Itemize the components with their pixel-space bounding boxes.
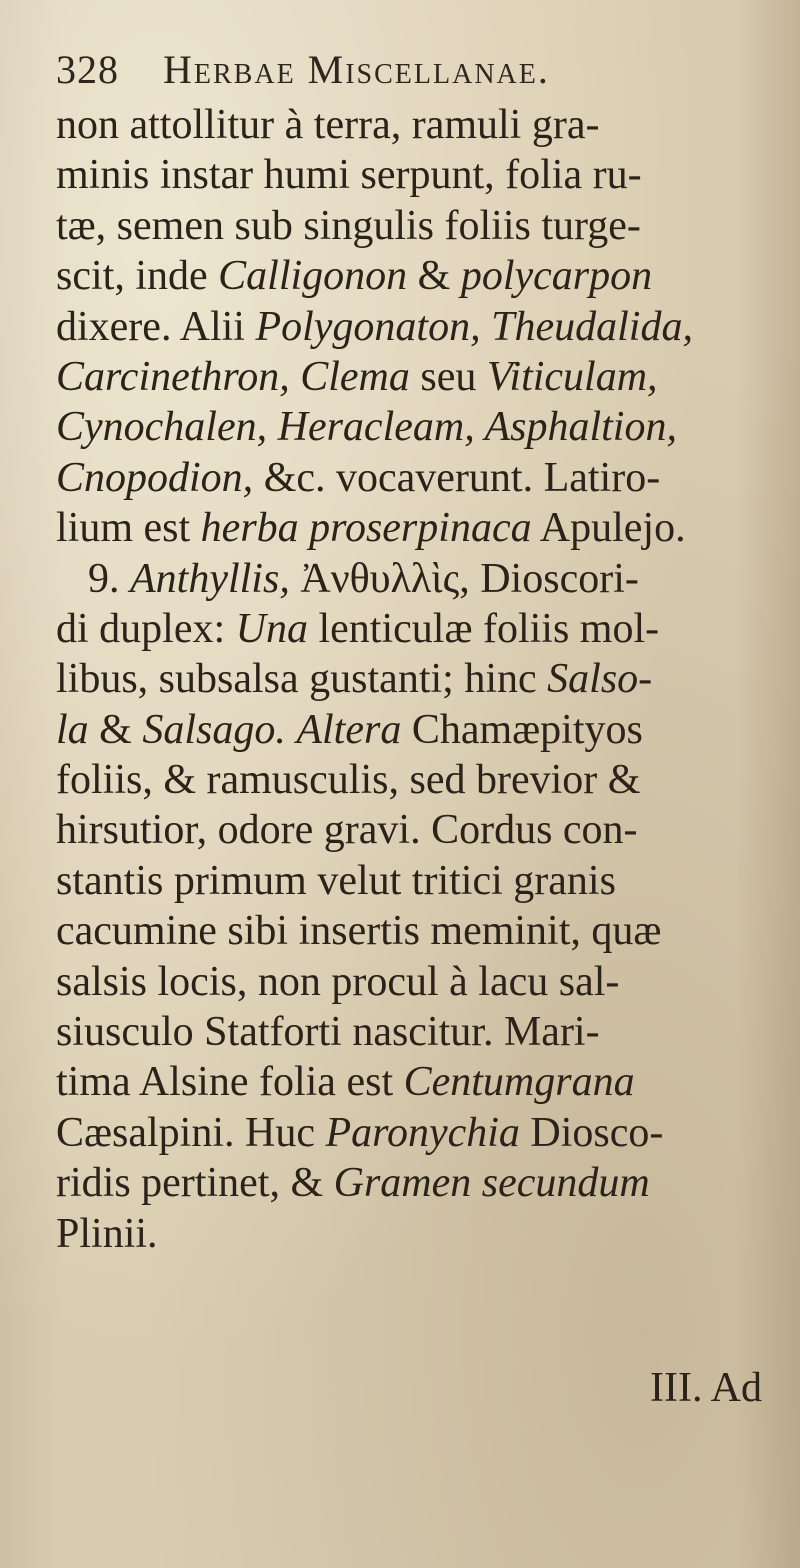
text-segment: salsis locis, non procul à lacu sal-	[56, 958, 620, 1005]
text-segment: scit, inde	[56, 253, 219, 300]
text-segment: Cæsalpini. Huc	[56, 1109, 326, 1156]
italic-segment: la	[56, 706, 89, 753]
text-segment: tæ, semen sub singulis foliis turge-	[56, 202, 641, 249]
text-line	[56, 906, 768, 956]
page-number: 328	[56, 47, 119, 92]
italic-segment: Cynochalen, Heracleam, Asphaltion,	[56, 404, 677, 451]
text-segment: foliis, & ramusculis, sed brevior &	[56, 757, 641, 804]
text-line	[56, 554, 768, 604]
text-segment: lenticulæ foliis mol-	[308, 605, 660, 652]
text-segment: dixere. Alii	[56, 303, 256, 350]
text-segment: di duplex:	[56, 605, 236, 652]
text-line	[56, 352, 768, 402]
italic-segment: Cnopodion,	[56, 454, 254, 501]
italic-segment: polycarpon	[460, 253, 653, 300]
italic-segment: Polygonaton, Theudalida,	[255, 303, 693, 350]
text-line	[56, 1057, 768, 1107]
running-head	[56, 40, 746, 100]
body-text	[56, 100, 768, 1259]
text-segment: seu	[409, 353, 487, 400]
catchword: III. Ad	[650, 1365, 762, 1411]
italic-segment: Altera	[296, 706, 402, 753]
text-line	[56, 453, 768, 503]
italic-segment: herba proserpinaca	[200, 505, 532, 552]
italic-segment: Viticulam,	[486, 353, 658, 400]
text-line	[56, 1209, 768, 1259]
text-segment: Apulejo.	[531, 505, 686, 552]
text-line	[56, 604, 768, 654]
text-segment: Plinii.	[56, 1210, 158, 1257]
text-line	[56, 302, 768, 352]
text-segment: ridis pertinet, &	[56, 1160, 334, 1207]
italic-segment: Centumgrana	[403, 1059, 635, 1106]
text-segment: Ἀνθυλλὶς, Dioscori-	[289, 555, 639, 602]
text-segment: Diosco-	[519, 1109, 664, 1156]
text-segment	[286, 707, 297, 753]
italic-segment: Anthyllis,	[130, 555, 290, 602]
italic-segment: Salsago.	[142, 706, 286, 753]
text-segment: minis instar humi serpunt, folia ru-	[56, 152, 642, 199]
text-line	[56, 150, 768, 200]
text-segment: &	[88, 706, 143, 753]
text-line	[56, 503, 768, 553]
text-line	[56, 957, 768, 1007]
text-segment: 9.	[88, 555, 130, 602]
italic-segment: Gramen secundum	[333, 1160, 650, 1207]
text-line	[56, 654, 768, 704]
text-segment: non attollitur à terra, ramuli gra-	[56, 102, 600, 148]
text-line	[56, 201, 768, 251]
text-segment: stantis primum velut tritici granis	[56, 857, 616, 904]
text-line	[56, 856, 768, 906]
italic-segment: Calligonon	[218, 253, 408, 300]
text-segment: &	[407, 253, 461, 300]
text-segment: tima Alsine folia est	[56, 1059, 404, 1106]
running-title: Herbae Miscellanae.	[163, 47, 550, 92]
text-segment: cacumine sibi insertis meminit, quæ	[56, 908, 662, 955]
text-segment: siusculo Statforti nascitur. Mari-	[56, 1009, 600, 1056]
text-line	[56, 100, 768, 150]
text-line	[56, 805, 768, 855]
text-segment: &c. vocaverunt. Latiro-	[253, 454, 661, 501]
text-line	[56, 402, 768, 452]
italic-segment: Carcinethron, Clema	[56, 353, 410, 400]
text-line	[56, 251, 768, 301]
text-segment: Chamæpityos	[401, 706, 643, 753]
text-segment: libus, subsalsa gustanti; hinc	[56, 656, 548, 703]
italic-segment: Una	[235, 605, 308, 652]
text-segment: lium est	[56, 505, 201, 552]
italic-segment: Paronychia	[325, 1109, 520, 1156]
text-line	[56, 1108, 768, 1158]
text-line	[56, 705, 768, 755]
text-line	[56, 1007, 768, 1057]
text-line	[56, 1158, 768, 1208]
italic-segment: Salso-	[547, 656, 653, 703]
text-segment: hirsutior, odore gravi. Cordus con-	[56, 807, 638, 854]
text-line	[56, 755, 768, 805]
